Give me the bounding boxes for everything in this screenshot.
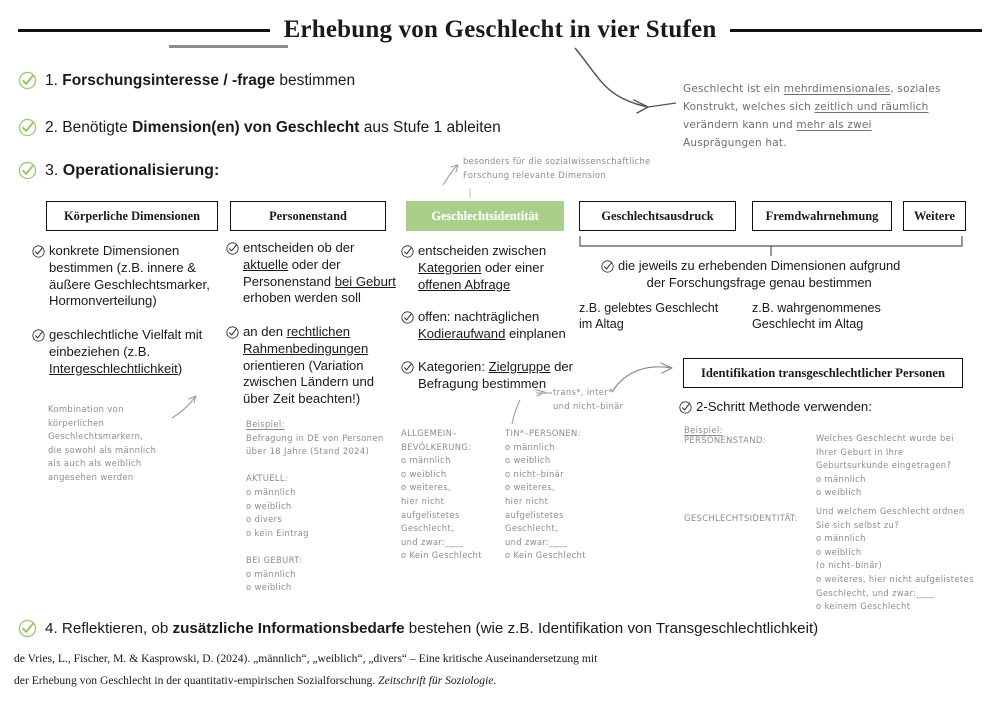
check-circle-small-icon [601,260,614,273]
check-circle-small-icon [679,401,692,414]
step-3-bold: Operationalisierung: [62,162,220,179]
check-circle-icon [18,71,37,90]
column-header-fremdwahrnehmung[interactable]: Fremdwahrnehmung [752,201,892,231]
trans-box-row-2-label: GESCHLECHTSIDENTITÄT: [684,513,798,523]
title-word-underline [169,45,288,48]
step-3 [18,160,219,181]
bullet-item [226,240,402,307]
step-1-number: 1. [45,72,58,89]
annotation-koerperliche-note: Kombination von körperlichen Geschlechtsmarkern, die sowohl als männlich als auch als weiblich angesehen werden [48,404,157,483]
arrow-title-to-callout [575,48,676,113]
step-1-bold: Forschungsinteresse / -frage [62,72,276,89]
bracket-group-bullet [601,258,961,291]
trans-box-row-1-label: PERSONENSTAND: [684,435,766,445]
column-header-koerperliche-dimensionen[interactable]: Körperliche Dimensionen [46,201,218,231]
trans-box-example-label: Beispiel: [684,425,723,435]
step-4-text [45,618,818,638]
bullet-text: konkrete Dimensionen bestimmen (z.B. innere & äußere Geschlechtsmarker, Hormonverteilung) [49,243,210,309]
step-1-text [45,70,355,90]
title-rule-left [18,29,270,32]
check-circle-small-icon [32,245,45,258]
step-2 [18,117,501,137]
citation-line-2 [14,670,989,692]
bullet-text: geschlechtliche Vielfalt mit einbeziehen (z.B. Intergeschlechtlichkeit) [49,327,203,376]
trans-box-row-1-text: Welches Geschlecht wurde bei Ihrer Geburt in Ihre Geburtsurkunde eingetragen? o männlich o weiblich [816,433,954,498]
column-1-bullets [32,243,222,390]
annotation-trans-note: trans*, inter* und nicht–binär [553,387,624,411]
bullet-item [32,327,222,377]
top-callout-line-2: Konstrukt, welches sich zeitlich und räumlich [683,101,929,114]
step-2-pre: Benötigte [62,119,133,136]
step-1-post: bestimmen [275,72,356,89]
bullet-text: entscheiden ob der aktuelle oder der Personenstand bei Geburt erhoben werden soll [243,240,396,306]
top-callout [683,80,983,152]
column-header-weitere[interactable]: Weitere [903,201,966,231]
column-header-geschlechtsausdruck[interactable]: Geschlechtsausdruck [579,201,736,231]
bullet-item [401,243,577,293]
check-circle-small-icon [226,326,239,339]
column-2-bullets [226,240,402,421]
step-1 [18,70,355,90]
dimension-relevance-note: besonders für die sozialwissenschaftliche Forschung relevante Dimension [463,156,651,180]
step-4 [18,618,818,638]
citation-line-1: de Vries, L., Fischer, M. & Kasprowski, D. (2024). „männlich“, „weiblich“, „divers“ – Eine kritische Auseinandersetzung mit [14,652,598,665]
bullet-item [32,243,222,310]
trans-identification-box-header[interactable]: Identifikation transgeschlechtlicher Personen [683,358,963,388]
bullet-item [401,309,577,343]
column-header-personenstand[interactable]: Personenstand [230,201,386,231]
check-circle-icon [18,161,37,180]
bullet-item [401,359,577,393]
check-circle-small-icon [401,361,414,374]
page-title-row [0,16,1000,44]
check-circle-icon [18,619,37,638]
top-callout-line-4: Ausprägungen hat. [683,137,787,150]
trans-box-bullet-text: 2-Schritt Methode verwenden: [696,399,872,414]
example-geschlechtsausdruck: z.B. gelebtes Geschlecht im Altag [579,301,719,332]
bullet-text: Kategorien: Zielgruppe der Befragung bestimmen [418,358,574,391]
step-4-bold: zusätzliche Informationsbedarfe [172,620,405,637]
column-3-bullets [401,243,577,405]
citation-journal: Zeitschrift für Soziologie. [378,674,497,688]
bullet-item [226,324,402,408]
check-circle-small-icon [32,329,45,342]
bullet-text: offen: nachträglichen Kodieraufwand einplanen [418,309,566,341]
citation [14,648,989,692]
check-circle-small-icon [401,311,414,324]
check-circle-small-icon [226,242,239,255]
step-2-text [45,117,501,137]
bullet-text: an den rechtlichen Rahmenbedingungen orientieren (Variation zwischen Ländern und über Zeit beachten!) [243,324,375,406]
annotation-personenstand-example: Beispiel: Befragung in DE von Personen über 18 Jahre (Stand 2024) AKTUELL: o männlich o weiblich o divers o kein Eintrag BEI GEBURT: o männlich o weiblich [246,419,384,593]
top-callout-line-1: Geschlecht ist ein mehrdimensionales, soziales [683,83,941,95]
citation-line-2-plain: der Erhebung von Geschlecht in der quantitativ-empirischen Sozialforschung. [14,674,379,688]
annotation-allgemeinbevoelkerung-list: ALLGEMEIN– BEVÖLKERUNG: o männlich o weiblich o weiteres, hier nicht aufgelistetes Geschlecht, und zwar:____ o Kein Geschlecht [401,428,482,561]
step-3-number: 3. [45,162,59,179]
bracket-group-bullet-text: die jeweils zu erhebenden Dimensionen aufgrund der Forschungsfrage genau bestimmen [618,258,901,290]
top-callout-line-3: verändern kann und mehr als zwei [683,119,872,132]
step-2-number: 2. [45,119,58,136]
trans-box-bullet [679,399,959,416]
group-bracket [580,236,962,256]
title-rule-right [730,29,982,32]
step-2-post: aus Stufe 1 ableiten [359,119,501,136]
step-2-bold: Dimension(en) von Geschlecht [132,119,360,136]
example-fremdwahrnehmung: z.B. wahrgenommenes Geschlecht im Altag [752,301,881,332]
step-4-post: bestehen (wie z.B. Identifikation von Transgeschlechtlichkeit) [404,620,819,637]
trans-box-row-2-text: Und welchem Geschlecht ordnen Sie sich selbst zu? o männlich o weiblich (o nicht–binär) o weiteres, hier nicht aufgelistetes Geschlecht, und zwar:____ o keinem Geschlecht [816,506,974,612]
arrow-to-dimension-note [443,165,458,185]
annotation-tin-personen-list: TIN*–PERSONEN: o männlich o weiblich o nicht–binär o weiteres, hier nicht aufgelistetes Geschlecht, und zwar:____ o Kein Geschlecht [505,428,586,561]
step-4-number: 4. [45,620,58,637]
check-circle-small-icon [401,245,414,258]
check-circle-icon [18,118,37,137]
step-3-text [45,160,219,181]
page-title: Erhebung von Geschlecht in vier Stufen [283,16,717,43]
step-4-pre: Reflektieren, ob [61,620,173,637]
column-header-geschlechtsidentitaet[interactable]: Geschlechtsidentität [406,201,564,231]
bullet-text: entscheiden zwischen Kategorien oder einer offenen Abfrage [418,243,547,292]
